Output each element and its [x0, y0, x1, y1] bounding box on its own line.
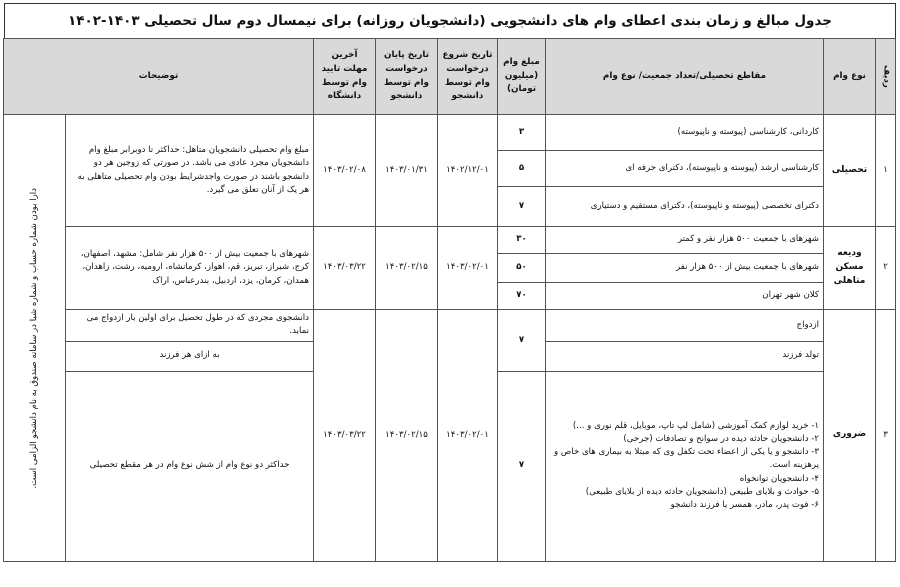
loan-table	[3, 38, 896, 562]
loan-type: ضروری	[824, 310, 876, 562]
table-row	[4, 227, 896, 254]
loan-schedule-document	[4, 3, 896, 562]
page-title: جدول مبالغ و زمان بندی اعطای وام های دانشجویی (دانشجویان روزانه) برای نیمسال دوم سال تحصیلی ۱۴۰۳-۱۴۰۲	[4, 3, 896, 38]
list-item: ۳- دانشجو و یا یکی از اعضاء تحت تکفل وی که مبتلا به بیماری های خاص و پرهزینه است.	[554, 447, 819, 471]
header-notes: توضیحات	[4, 39, 314, 115]
header-deadline: آخرین مهلت تایید وام توسط دانشگاه	[314, 39, 376, 115]
level-label: کاردانی، کارشناسی (پیوسته و ناپیوسته)	[546, 115, 824, 151]
row-number: ۳	[876, 310, 896, 562]
row-number: ۲	[876, 227, 896, 310]
start-date: ۱۴۰۳/۰۲/۰۱	[438, 227, 498, 310]
start-date: ۱۴۰۲/۱۲/۰۱	[438, 115, 498, 227]
start-date: ۱۴۰۳/۰۲/۰۱	[438, 310, 498, 562]
loan-note: به ازای هر فرزند	[66, 341, 314, 371]
header-loan-type: نوع وام	[824, 39, 876, 115]
header-row-number: ردیف	[876, 39, 896, 115]
table-header-row	[4, 39, 896, 115]
emergency-list	[546, 371, 824, 561]
loan-amount: ۷	[498, 187, 546, 227]
deadline-date: ۱۴۰۳/۰۲/۰۸	[314, 115, 376, 227]
loan-note: حداکثر دو نوع وام از شش نوع وام در هر مقطع تحصیلی	[66, 371, 314, 561]
list-item: ۶- فوت پدر، مادر، همسر یا فرزند دانشجو	[670, 500, 819, 511]
table-row	[4, 310, 896, 342]
list-item: ۵- حوادث و بلایای طبیعی (دانشجویان حادثه دیده از بلایای طبیعی)	[585, 487, 819, 498]
list-item: ۱- خرید لوازم کمک آموزشی (شامل لپ تاپ، موبایل، قلم نوری و ...)	[572, 420, 819, 431]
loan-amount: ۷	[498, 371, 546, 561]
loan-amount: ۵	[498, 151, 546, 187]
loan-amount: ۷	[498, 310, 546, 372]
loan-amount: ۵۰	[498, 254, 546, 283]
level-label: شهرهای با جمعیت ۵۰۰ هزار نفر و کمتر	[546, 227, 824, 254]
header-amount: مبلغ وام (میلیون تومان)	[498, 39, 546, 115]
loan-type: ودیعه مسکن متاهلی	[824, 227, 876, 310]
level-label: کلان شهر تهران	[546, 283, 824, 310]
header-start-date: تاریخ شروع درخواست وام توسط دانشجو	[438, 39, 498, 115]
level-label: شهرهای با جمعیت بیش از ۵۰۰ هزار نفر	[546, 254, 824, 283]
header-levels: مقاطع تحصیلی/تعداد جمعیت/ نوع وام	[546, 39, 824, 115]
end-date: ۱۴۰۳/۰۲/۱۵	[376, 310, 438, 562]
list-item: ۲- دانشجویان حادثه دیده در سوانح و تصادفات (جرحی)	[623, 433, 819, 444]
loan-amount: ۳۰	[498, 227, 546, 254]
deadline-date: ۱۴۰۳/۰۳/۲۲	[314, 310, 376, 562]
level-label: کارشناسی ارشد (پیوسته و ناپیوسته)، دکترای حرفه ای	[546, 151, 824, 187]
row-number: ۱	[876, 115, 896, 227]
level-label: تولد فرزند	[546, 341, 824, 371]
end-date: ۱۴۰۳/۰۱/۳۱	[376, 115, 438, 227]
deadline-date: ۱۴۰۳/۰۳/۲۲	[314, 227, 376, 310]
table-row	[4, 115, 896, 151]
end-date: ۱۴۰۳/۰۲/۱۵	[376, 227, 438, 310]
loan-type: تحصیلی	[824, 115, 876, 227]
loan-note: شهرهای با جمعیت بیش از ۵۰۰ هزار نفر شامل: مشهد، اصفهان، کرج، شیراز، تبریز، قم، اهواز، کرمانشاه، ارومیه، رشت، زاهدان، همدان، کرمان، یزد، اردبیل، بندرعباس، اراک	[66, 227, 314, 310]
level-label: ازدواج	[546, 310, 824, 342]
loan-amount: ۷۰	[498, 283, 546, 310]
loan-amount: ۳	[498, 115, 546, 151]
header-end-date: تاریخ پایان درخواست وام توسط دانشجو	[376, 39, 438, 115]
list-item: ۴- دانشجویان توانخواه	[739, 473, 819, 484]
side-note: دارا بودن شماره حساب و شماره شبا در سامانه صندوق به نام دانشجو الزامی است.	[4, 115, 66, 562]
loan-note: دانشجوی مجردی که در طول تحصیل برای اولین بار ازدواج می نماید.	[66, 310, 314, 342]
level-label: دکترای تخصصی (پیوسته و ناپیوسته)، دکترای مستقیم و دستیاری	[546, 187, 824, 227]
loan-note: مبلغ وام تحصیلی دانشجویان متاهل: حداکثر تا دوبرابر مبلغ وام دانشجویان مجرد عادی می باشد. در صورتی که زوجین هر دو دانشجو باشند در صورت واجدشرایط بودن وام تحصیلی متاهلی به هر یک از آنان تعلق می گیرد.	[66, 115, 314, 227]
